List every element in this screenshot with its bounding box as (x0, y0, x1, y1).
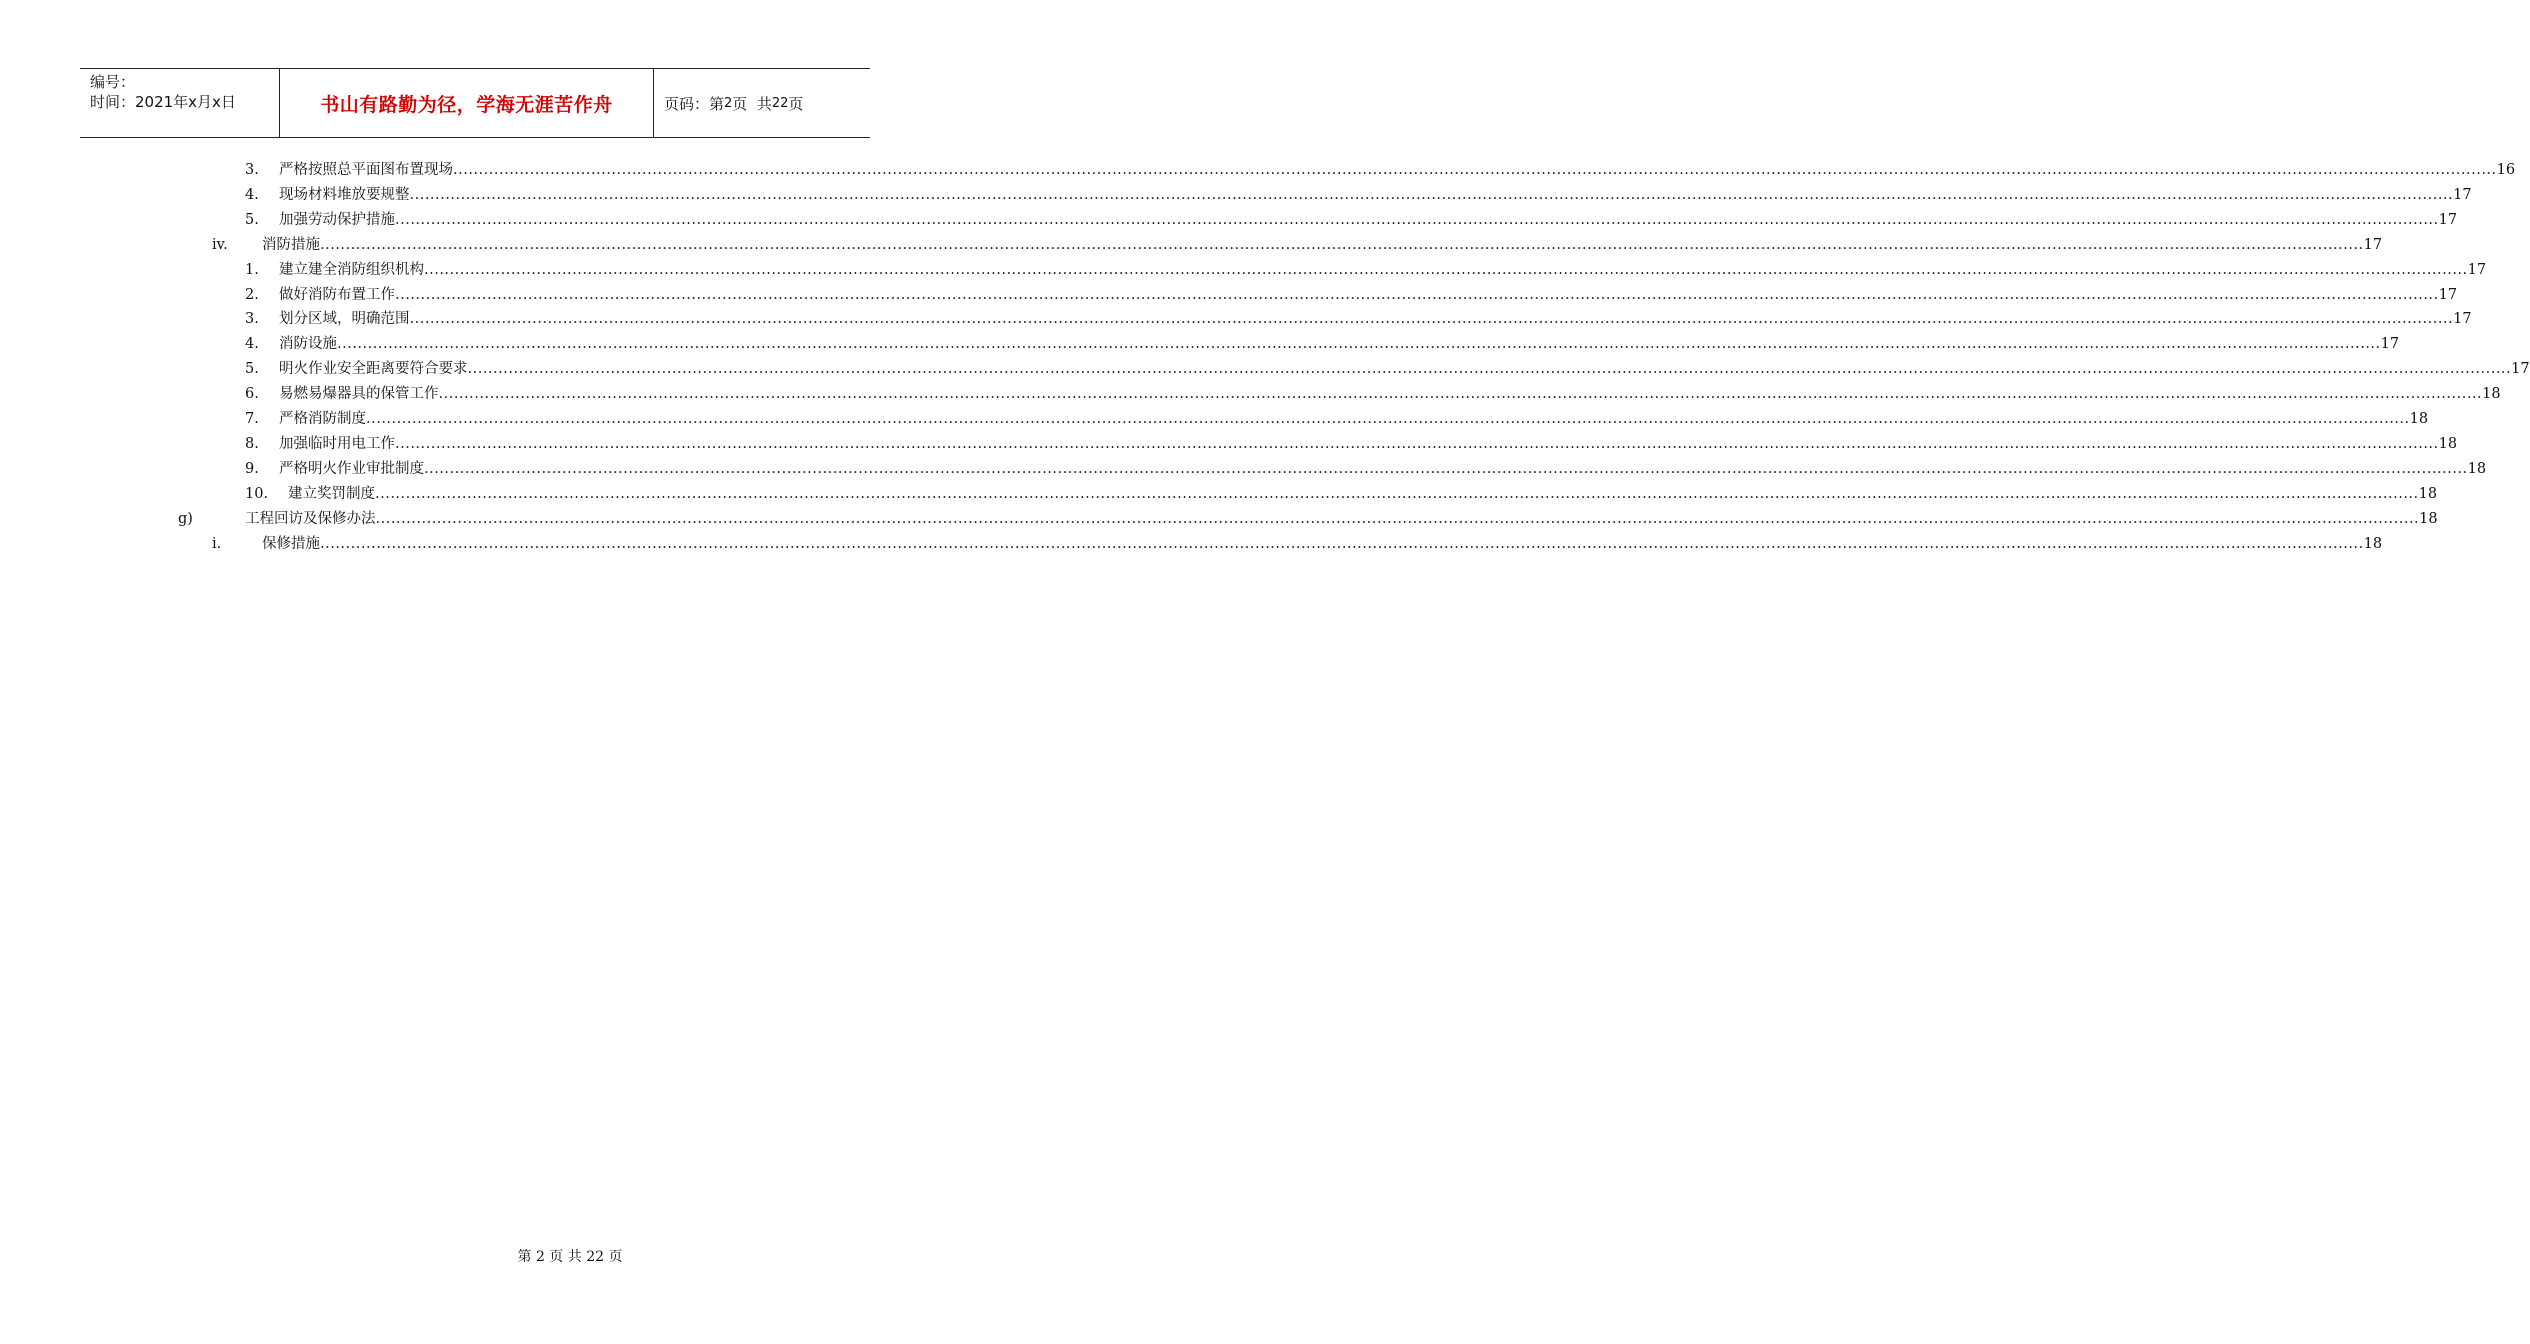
toc-entry-number: 4. (245, 336, 259, 353)
toc-entry[interactable] (0, 533, 2383, 555)
toc-leader-dots: ................................................................................................................................................................................................................................................................................................................................................................................................................ (395, 286, 2439, 303)
toc-leader-dots: ................................................................................................................................................................................................................................................................................................................................................................................................................ (453, 162, 2497, 178)
toc-entry[interactable] (0, 259, 2487, 281)
page-prefix: 页码：第 (664, 94, 725, 113)
header-page-info (654, 69, 870, 137)
number-label: 编号： (90, 73, 136, 91)
toc-entry-page: 18 (2363, 535, 2383, 552)
toc-entry-page: 18 (2467, 460, 2487, 477)
toc-entry-number: iv. (212, 236, 228, 253)
toc-leader-dots: ................................................................................................................................................................................................................................................................................................................................................................................................................ (424, 460, 2468, 477)
toc-leader-dots: ................................................................................................................................................................................................................................................................................................................................................................................................................ (320, 236, 2364, 253)
toc-leader-dots: ................................................................................................................................................................................................................................................................................................................................................................................................................ (337, 336, 2381, 353)
toc-entry-page: 18 (2409, 411, 2429, 427)
page-total: 22 (771, 95, 789, 111)
toc-entry-label: 易燃易爆器具的保管工作 (279, 386, 439, 403)
toc-entry-number: 3. (245, 311, 259, 328)
toc-leader-dots: ................................................................................................................................................................................................................................................................................................................................................................................................................ (366, 411, 2410, 427)
toc-entry-page: 18 (2419, 510, 2438, 527)
toc-entry[interactable] (0, 333, 2400, 355)
toc-entry[interactable] (0, 408, 2429, 430)
toc-entry-page: 17 (2453, 186, 2472, 203)
toc-entry-number: 5. (245, 211, 259, 228)
toc-entry-page: 16 (2496, 162, 2516, 178)
toc-entry-label: 建立奖罚制度 (288, 485, 375, 502)
toc-entry-page: 17 (2363, 236, 2383, 253)
toc-entry-label: 消防设施 (279, 336, 337, 353)
toc-leader-dots: ................................................................................................................................................................................................................................................................................................................................................................................................................ (395, 435, 2439, 452)
toc-entry[interactable] (0, 433, 2458, 455)
toc-entry[interactable] (0, 234, 2383, 256)
time-label: 时间：2021年x月x日 (90, 93, 236, 111)
page-mid: 页 共 (732, 94, 772, 113)
toc-entry-page: 17 (2453, 311, 2472, 328)
header-motto: 书山有路勤为径，学海无涯苦作舟 (280, 69, 654, 137)
toc-entry-page: 18 (2482, 386, 2501, 403)
toc-entry[interactable] (0, 184, 2472, 206)
toc-entry-page: 17 (2438, 211, 2458, 228)
toc-entry-number: 4. (245, 186, 259, 203)
toc-entry-label: 现场材料堆放要规整 (279, 186, 410, 203)
toc-leader-dots: ................................................................................................................................................................................................................................................................................................................................................................................................................ (438, 386, 2483, 403)
toc-entry-label: 严格按照总平面图布置现场 (279, 162, 453, 178)
toc-leader-dots: ................................................................................................................................................................................................................................................................................................................................................................................................................ (375, 510, 2420, 527)
toc-entry[interactable] (0, 159, 2516, 181)
toc-entry-page: 18 (2418, 485, 2438, 502)
toc-leader-dots: ................................................................................................................................................................................................................................................................................................................................................................................................................ (409, 186, 2454, 203)
toc-entry-number: 6. (245, 386, 259, 403)
toc-leader-dots: ................................................................................................................................................................................................................................................................................................................................................................................................................ (467, 361, 2512, 378)
toc-entry-number: 1. (245, 261, 259, 278)
toc-entry-number: 5. (245, 361, 259, 378)
toc-entry-page: 17 (2438, 286, 2458, 303)
toc-entry-label: 建立建全消防组织机构 (279, 261, 424, 278)
toc-entry-number: 9. (245, 460, 259, 477)
toc-leader-dots: ................................................................................................................................................................................................................................................................................................................................................................................................................ (395, 211, 2439, 228)
toc-entry-number: i. (212, 535, 222, 552)
toc-entry[interactable] (0, 209, 2458, 231)
toc-entry-label: 严格消防制度 (279, 411, 366, 427)
toc-entry-number: 8. (245, 435, 259, 452)
toc-entry-label: 消防措施 (262, 236, 320, 253)
toc-entry-label: 明火作业安全距离要符合要求 (279, 361, 468, 378)
toc-entry-number: 3. (245, 162, 259, 178)
page-header (80, 68, 870, 138)
toc-entry-number: 2. (245, 286, 259, 303)
toc-entry[interactable] (0, 383, 2501, 405)
toc-entry[interactable] (0, 308, 2472, 330)
toc-entry[interactable] (0, 284, 2458, 306)
toc-entry-label: 做好消防布置工作 (279, 286, 395, 303)
toc-entry[interactable] (0, 358, 2530, 380)
page-suffix: 页 (788, 94, 804, 113)
page-footer: 第 2 页 共 22 页 (517, 1249, 623, 1265)
toc-leader-dots: ................................................................................................................................................................................................................................................................................................................................................................................................................ (320, 535, 2364, 552)
toc-entry-label: 加强劳动保护措施 (279, 211, 395, 228)
toc-entry-page: 18 (2438, 435, 2458, 452)
toc-entry-number: 7. (245, 411, 259, 427)
toc-entry[interactable] (0, 483, 2438, 505)
toc-entry-label: 工程回访及保修办法 (245, 510, 376, 527)
toc-leader-dots: ................................................................................................................................................................................................................................................................................................................................................................................................................ (424, 261, 2468, 278)
header-meta (80, 69, 280, 137)
page-number: 2 (724, 95, 733, 111)
toc-entry[interactable] (0, 508, 2438, 530)
toc-entry-label: 划分区域，明确范围 (279, 311, 410, 328)
toc-entry-label: 保修措施 (262, 535, 320, 552)
toc-entry-number: 10. (245, 485, 269, 502)
toc-leader-dots: ................................................................................................................................................................................................................................................................................................................................................................................................................ (375, 485, 2419, 502)
toc-entry-number: g) (178, 510, 193, 527)
toc-entry-page: 17 (2380, 336, 2400, 353)
toc-entry-label: 严格明火作业审批制度 (279, 460, 424, 477)
toc-entry-label: 加强临时用电工作 (279, 435, 395, 452)
toc-entry-page: 17 (2467, 261, 2487, 278)
toc-leader-dots: ................................................................................................................................................................................................................................................................................................................................................................................................................ (409, 311, 2454, 328)
toc-entry-page: 17 (2511, 361, 2530, 378)
toc-entry[interactable] (0, 458, 2487, 480)
